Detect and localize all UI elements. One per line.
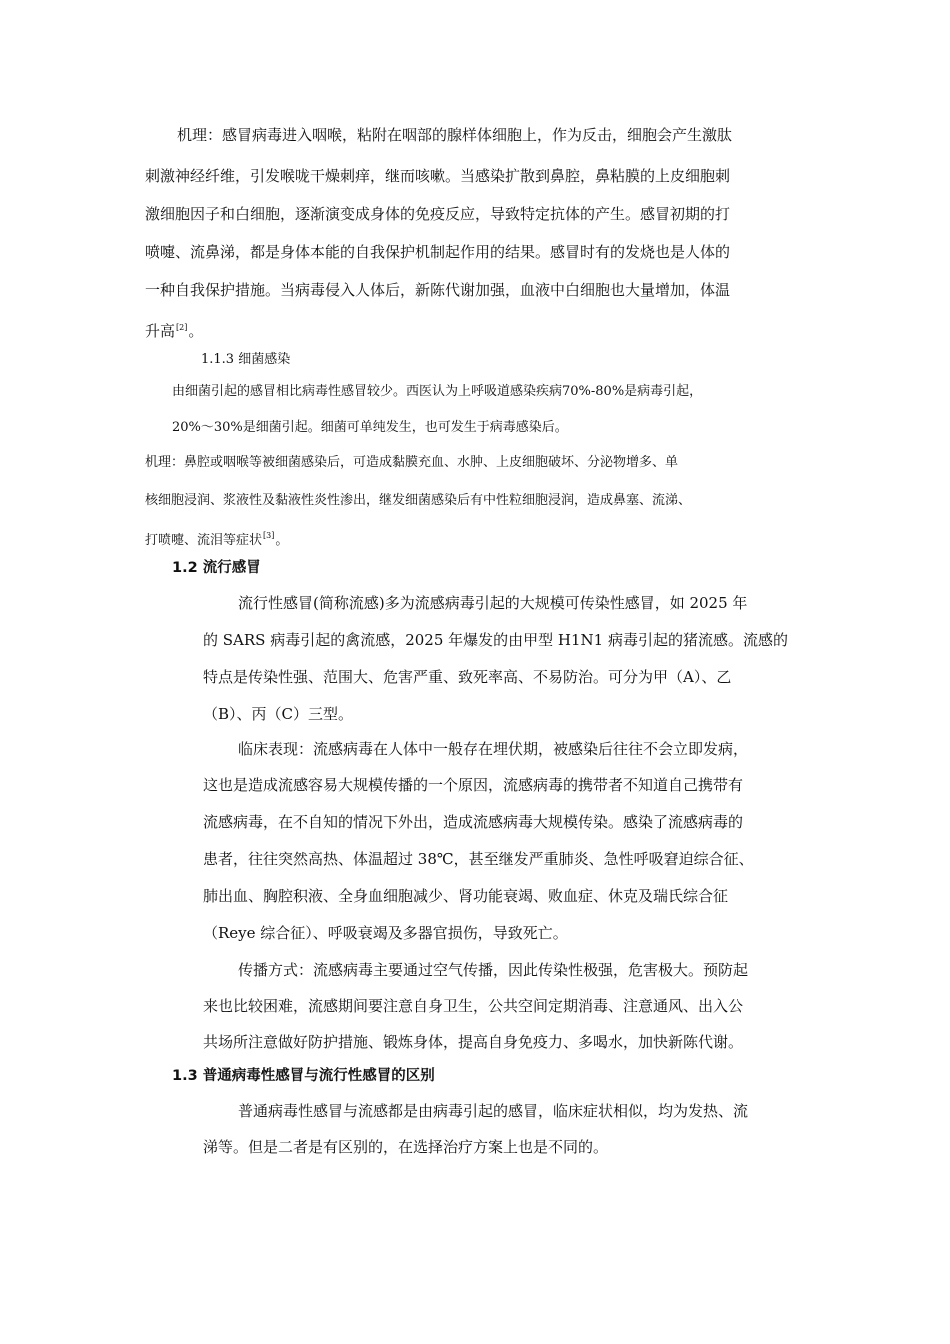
citation-ref: [3] [263, 531, 275, 540]
paragraph-line: 共场所注意做好防护措施、锻炼身体，提高自身免疫力、多喝水，加快新陈代谢。 [203, 1033, 744, 1051]
line-text: 升高 [145, 322, 176, 340]
section-heading: 1.3 普通病毒性感冒与流行性感冒的区别 [172, 1068, 435, 1084]
paragraph-line: 临床表现：流感病毒在人体中一般存在埋伏期，被感染后往往不会立即发病， [238, 740, 749, 758]
paragraph-line: 普通病毒性感冒与流感都是由病毒引起的感冒，临床症状相似，均为发热、流 [238, 1102, 749, 1120]
subsection-heading: 1.1.3 细菌感染 [201, 352, 291, 367]
paragraph-line: （Reye 综合征）、呼吸衰竭及多器官损伤，导致死亡。 [203, 924, 568, 942]
paragraph-line: 由细菌引起的感冒相比病毒性感冒较少。西医认为上呼吸道感染疾病70%-80%是病毒引起， [172, 384, 703, 399]
paragraph-line: 患者，往往突然高热、体温超过 38℃，甚至继发严重肺炎、急性呼吸窘迫综合征、 [203, 850, 754, 868]
paragraph-line: 传播方式：流感病毒主要通过空气传播，因此传染性极强，危害极大。预防起 [238, 961, 749, 979]
paragraph-line: 刺激神经纤维，引发喉咙干燥刺痒，继而咳嗽。当感染扩散到鼻腔，鼻粘膜的上皮细胞刺 [145, 167, 731, 185]
citation-ref: [2] [176, 323, 188, 332]
section-heading: 1.2 流行感冒 [172, 560, 261, 576]
paragraph-line: 机理：感冒病毒进入咽喉，粘附在咽部的腺样体细胞上，作为反击，细胞会产生激肽 [177, 126, 733, 144]
line-text: 打喷嚏、流泪等症状 [145, 533, 263, 548]
paragraph-line [145, 526, 288, 551]
paragraph-line: 核细胞浸润、浆液性及黏液性炎性渗出，继发细菌感染后有中性粒细胞浸润，造成鼻塞、流涕、 [145, 493, 692, 508]
paragraph-line: 来也比较困难，流感期间要注意自身卫生，公共空间定期消毒、注意通风、出入公 [203, 997, 744, 1015]
paragraph-line [145, 318, 203, 341]
paragraph-line: 20%～30%是细菌引起。细菌可单纯发生，也可发生于病毒感染后。 [172, 420, 568, 435]
paragraph-line: 涕等。但是二者是有区别的，在选择治疗方案上也是不同的。 [203, 1138, 609, 1156]
paragraph-line: 的 SARS 病毒引起的禽流感，2025 年爆发的由甲型 H1N1 病毒引起的猪流感。流感的 [203, 631, 788, 649]
paragraph-line: 这也是造成流感容易大规模传播的一个原因，流感病毒的携带者不知道自己携带有 [203, 776, 744, 794]
paragraph-line: 流感病毒，在不自知的情况下外出，造成流感病毒大规模传染。感染了流感病毒的 [203, 813, 744, 831]
line-text: 。 [188, 322, 204, 340]
paragraph-line: 一种自我保护措施。当病毒侵入人体后，新陈代谢加强，血液中白细胞也大量增加，体温 [145, 281, 731, 299]
paragraph-line: 特点是传染性强、范围大、危害严重、致死率高、不易防治。可分为甲（A）、乙 [203, 668, 732, 686]
paragraph-line: 机理：鼻腔或咽喉等被细菌感染后，可造成黏膜充血、水肿、上皮细胞破坏、分泌物增多、单 [145, 455, 679, 470]
paragraph-line: 喷嚏、流鼻涕，都是身体本能的自我保护机制起作用的结果。感冒时有的发烧也是人体的 [145, 243, 731, 261]
paragraph-line: 激细胞因子和白细胞，逐渐演变成身体的免疫反应，导致特定抗体的产生。感冒初期的打 [145, 205, 731, 223]
paragraph-line: （B）、丙（C）三型。 [203, 705, 354, 723]
paragraph-line: 流行性感冒(简称流感)多为流感病毒引起的大规模可传染性感冒，如 2025 年 [238, 594, 748, 612]
line-text: 。 [275, 533, 289, 548]
paragraph-line: 肺出血、胸腔积液、全身血细胞减少、肾功能衰竭、败血症、休克及瑞氏综合征 [203, 887, 729, 905]
